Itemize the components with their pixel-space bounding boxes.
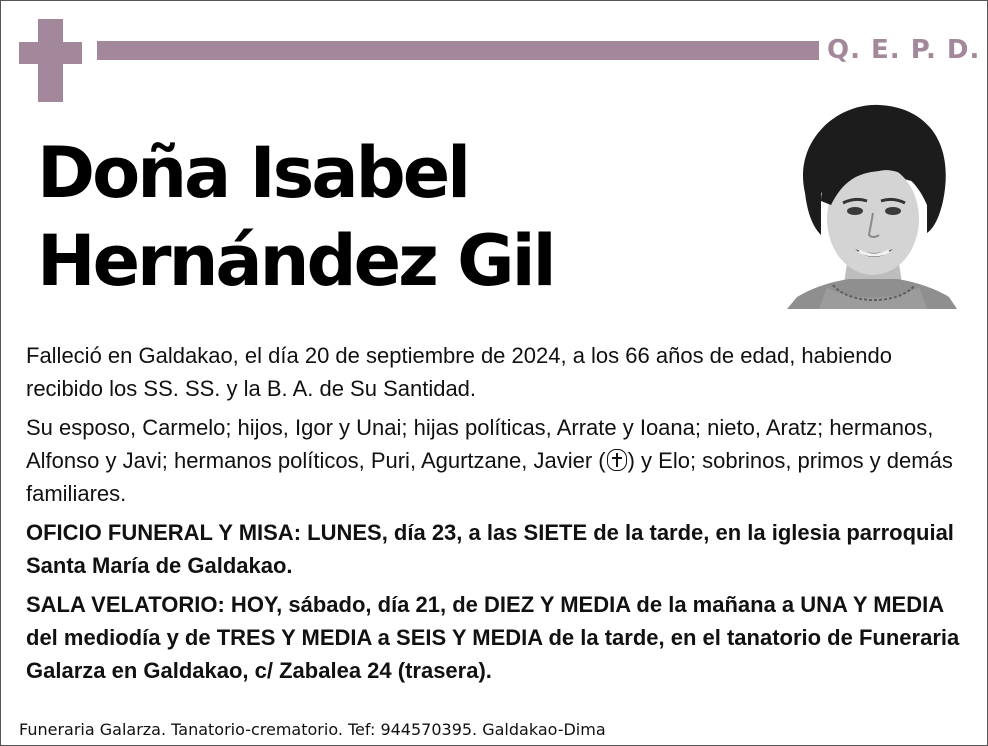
deceased-cross-icon bbox=[607, 449, 627, 471]
portrait-photo bbox=[787, 101, 957, 309]
deceased-name bbox=[37, 129, 757, 305]
portrait-illustration bbox=[787, 101, 957, 309]
wake-paragraph: SALA VELATORIO: HOY, sábado, día 21, de DIEZ Y MEDIA de la mañana a UNA Y MEDIA del mediodía y de TRES Y MEDIA a SEIS Y MEDIA de la tarde, en el tanatorio de Funeraria Galarza en Galdakao, c/ Zabalea 24 (trasera). bbox=[26, 592, 960, 683]
funeral-home-footer: Funeraria Galarza. Tanatorio-crematorio. Tef: 944570395. Galdakao-Dima bbox=[19, 720, 606, 739]
obituary-body bbox=[26, 339, 966, 693]
family-text-start: Su esposo, Carmelo; hijos, Igor y Unai; hijas políticas, Arrate y Ioana; nieto, Aratz; hermanos, Alfonso y Javi; hermanos políticos, Puri, Agurtzane, Javier ( bbox=[26, 415, 934, 473]
qepd-label: Q. E. P. D. bbox=[827, 35, 981, 65]
funeral-paragraph: OFICIO FUNERAL Y MISA: LUNES, día 23, a las SIETE de la tarde, en la iglesia parroquial Santa María de Galdakao. bbox=[26, 520, 954, 578]
family-text-end: ) y Elo; sobrinos, primos y demás familiares. bbox=[26, 448, 953, 506]
death-paragraph: Falleció en Galdakao, el día 20 de septiembre de 2024, a los 66 años de edad, habiendo recibido los SS. SS. y la B. A. de Su Santidad. bbox=[26, 343, 892, 401]
cross-horizontal-bar bbox=[19, 42, 82, 64]
family-paragraph bbox=[26, 411, 966, 510]
deceased-name-line2: Hernández Gil bbox=[37, 220, 554, 302]
header-divider-bar bbox=[97, 41, 819, 60]
deceased-name-line1: Doña Isabel bbox=[37, 132, 469, 214]
